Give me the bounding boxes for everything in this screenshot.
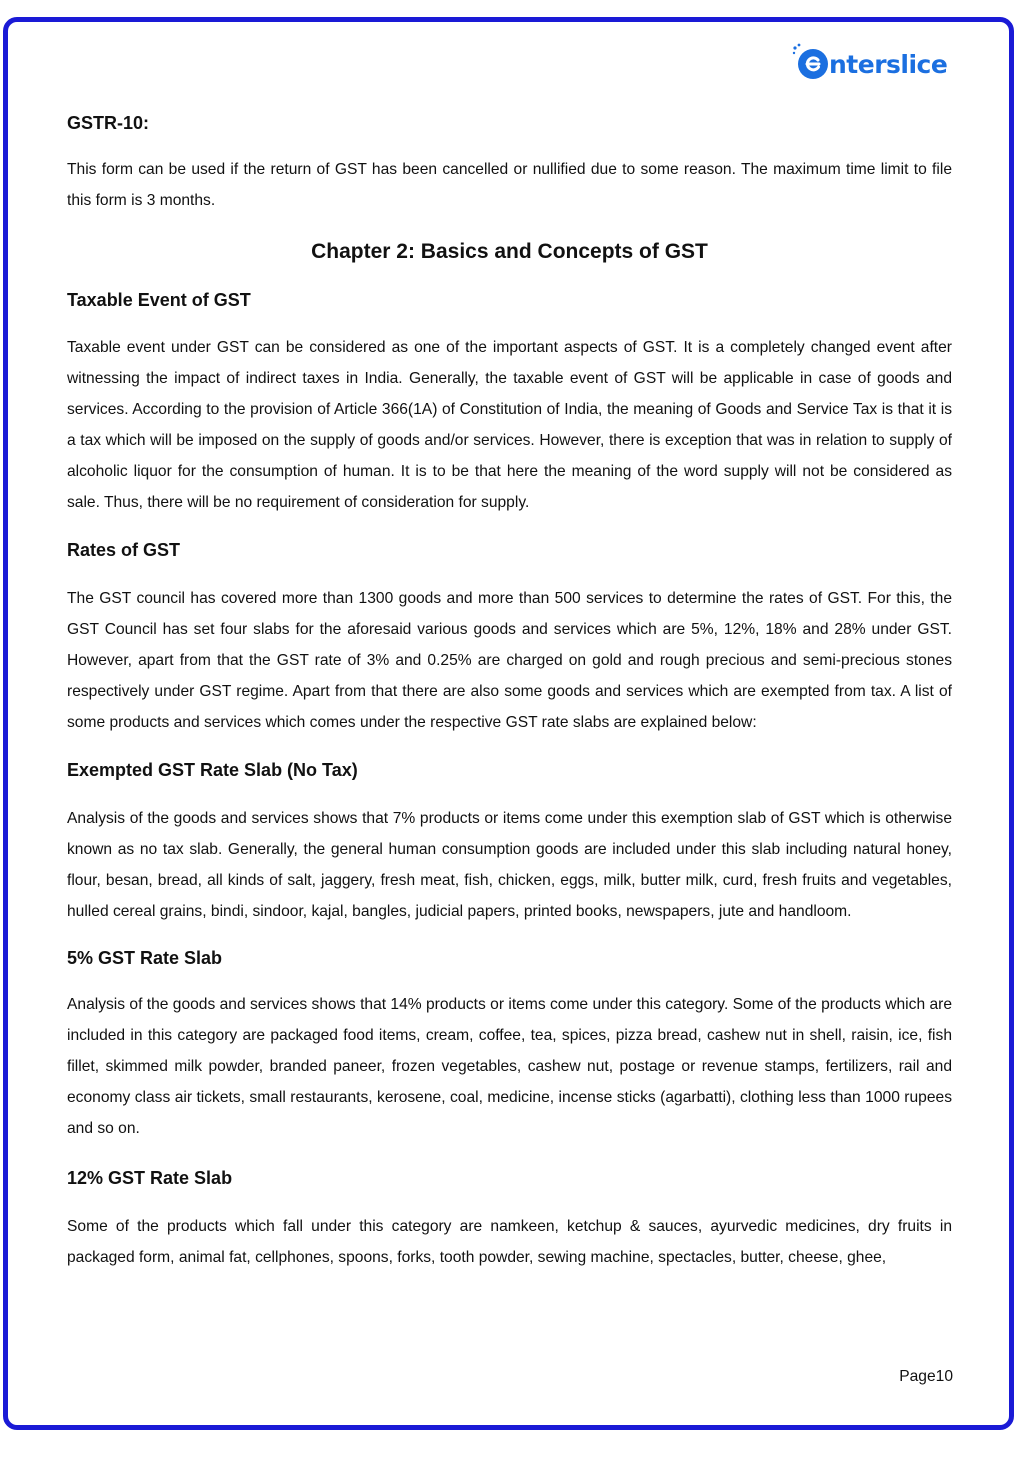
paragraph-rates: The GST council has covered more than 1300 goods and more than 500 services to determine the rates of GST. For this, the GST Council has set four slabs for the aforesaid various goods and services which are 5%, 12%, 18% and 28% under GST. However, apart from that the GST rate of 3% and 0.25% are charged on gold and rough precious and semi-precious stones respectively under GST regime. Apart from that there are also some goods and services which are exempted from tax. A list of some products and services which comes under the respective GST rate slabs are explained below:: [67, 590, 952, 731]
section-heading-slab-5: 5% GST Rate Slab: [67, 948, 223, 968]
paragraph-exempted: Analysis of the goods and services shows that 7% products or items come under this exemption slab of GST which is otherwise known as no tax slab. Generally, the general human consumption goods are included under this slab including natural honey, flour, besan, bread, all kinds of salt, jaggery, fresh meat, fish, chicken, eggs, milk, butter milk, curd, fresh fruits and vegetables, hulled cereal grains, bindi, sindoor, kajal, bangles, judicial papers, printed books, newspapers, jute and handloom.: [67, 810, 952, 920]
section-heading-gstr10: GSTR-10:: [67, 113, 150, 133]
paragraph-gstr10: This form can be used if the return of GST has been cancelled or nullified due to some reason. The maximum time limit to file this form is 3 months.: [67, 161, 952, 209]
paragraph-taxable-event: Taxable event under GST can be considered as one of the important aspects of GST. It is a completely changed event after witnessing the impact of indirect taxes in India. Generally, the taxable event of GST will be applicable in case of goods and services. According to the provision of Article 366(1A) of Constitution of India, the meaning of Goods and Service Tax is that it is a tax which will be imposed on the supply of goods and/or services. However, there is exception that was in relation to supply of alcoholic liquor for the consumption of human. It is to be that here the meaning of the word supply will not be considered as sale. Thus, there will be no requirement of consideration for supply.: [67, 339, 952, 511]
section-heading-rates: Rates of GST: [67, 540, 181, 560]
document-body: [67, 110, 952, 1273]
page-number: Page10: [899, 1368, 953, 1385]
section-heading-exempted: Exempted GST Rate Slab (No Tax): [67, 760, 358, 780]
logo-text: nterslice: [829, 49, 948, 79]
enterslice-e-logo-icon: [798, 49, 828, 79]
enterslice-logo: [798, 44, 947, 84]
section-heading-taxable-event: Taxable Event of GST: [67, 290, 251, 310]
chapter-title: Chapter 2: Basics and Concepts of GST: [311, 240, 708, 263]
section-heading-slab-12: 12% GST Rate Slab: [67, 1168, 233, 1188]
paragraph-slab-5: Analysis of the goods and services shows that 14% products or items come under this category. Some of the products which are included in this category are packaged food items, cream, coffee, tea, spices, pizza bread, cashew nut in shell, raisin, ice, fish fillet, skimmed milk powder, branded paneer, frozen vegetables, cashew nut, postage or revenue stamps, fertilizers, rail and economy class air tickets, small restaurants, kerosene, coal, medicine, incense sticks (agarbatti), clothing less than 1000 rupees and so on.: [67, 996, 952, 1137]
paragraph-slab-12: Some of the products which fall under this category are namkeen, ketchup & sauces, ayurvedic medicines, dry fruits in packaged form, animal fat, cellphones, spoons, forks, tooth powder, sewing machine, spectacles, butter, cheese, ghee,: [67, 1218, 952, 1266]
